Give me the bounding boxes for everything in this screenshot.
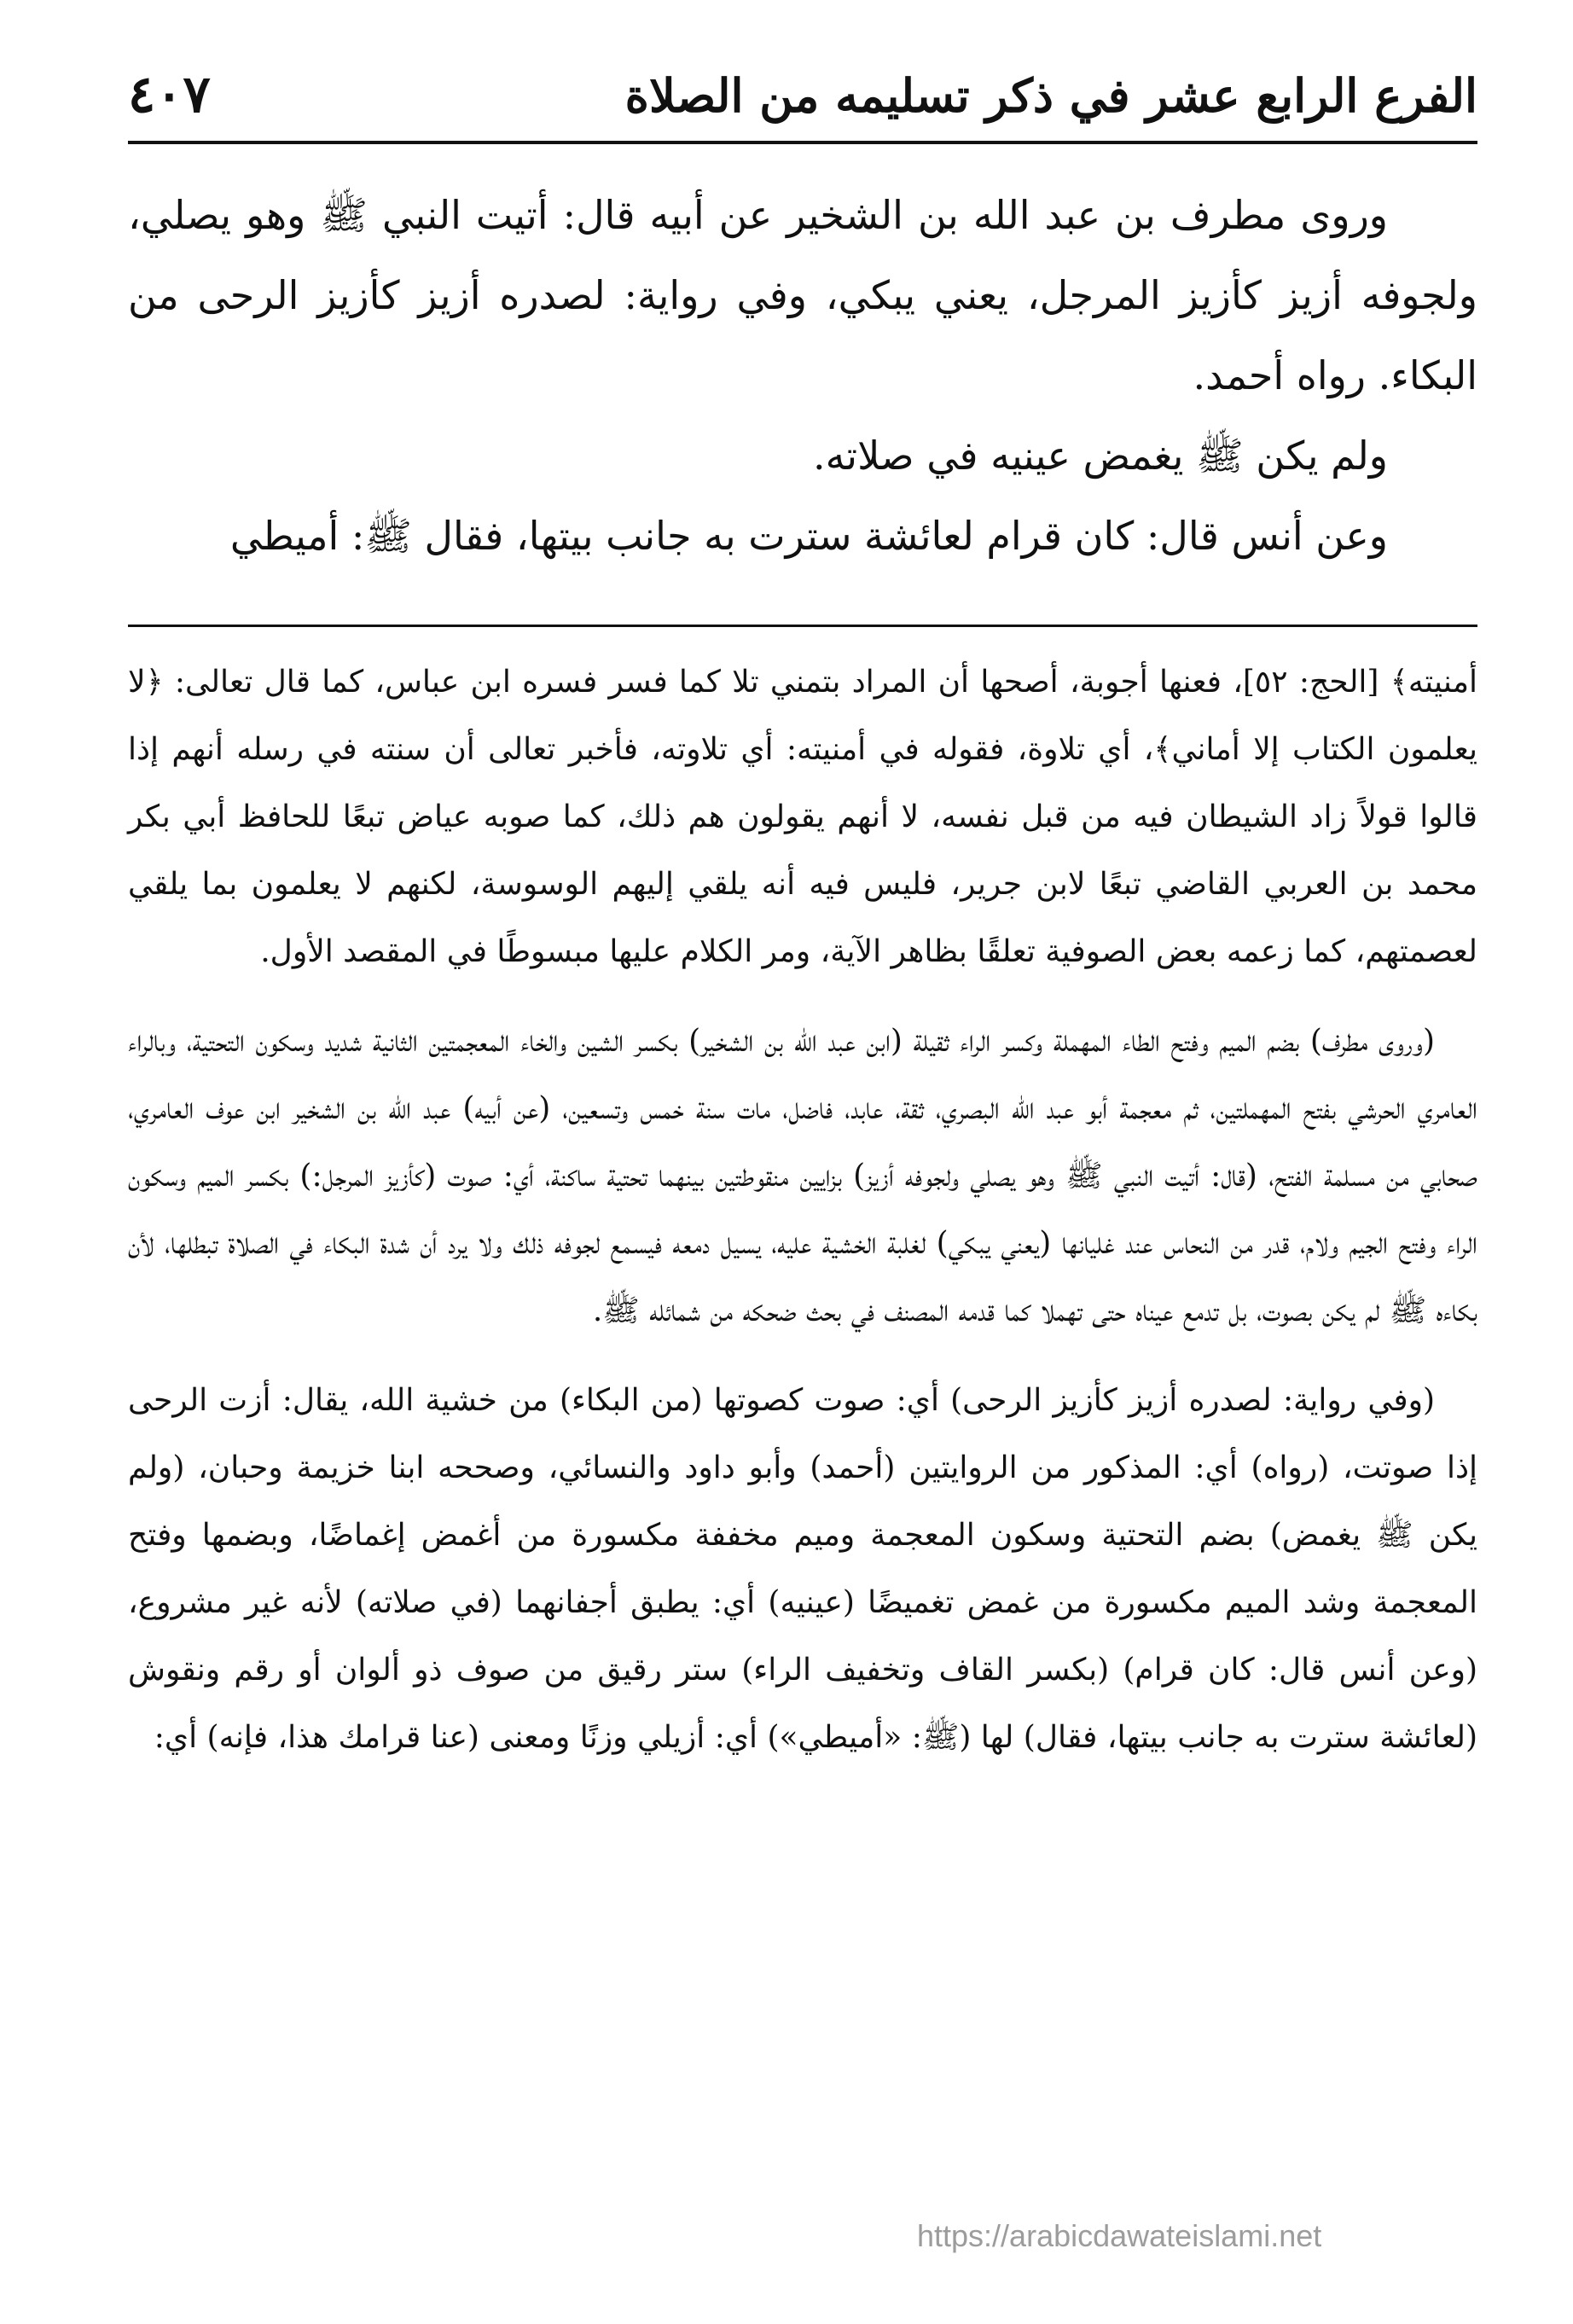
main-paragraph: ولم يكن ﷺ يغمض عينيه في صلاته. xyxy=(813,433,1388,479)
commentary-paragraph: أمنيته﴾ [الحج: ٥٢]، فعنها أجوبة، أصحها أن المراد بتمني تلا كما فسر فسره ابن عباس، كما قال تعالى: ﴿لا يعلمون الكتاب إلا أماني﴾، أي تلاوة، فقوله في أمنيته: أي تلاوته، فأخبر تعالى أن سنته في رسله أنهم إذا قالوا قولاً زاد الشيطان فيه من قبل نفسه، لا أنهم يقولون هم ذلك، كما صوبه عياض تبعًا للحافظ أبي بكر محمد بن العربي القاضي تبعًا لابن جرير، فليس فيه أنه يلقي إليهم الوسوسة، لكنهم لا يعلمون بما يلقي لعصمتهم، كما زعمه بعض الصوفية تعلقًا بظاهر الآية، ومر الكلام عليها مبسوطًا في المقصد الأول. xyxy=(128,665,1477,969)
main-paragraph: وعن أنس قال: كان قرام لعائشة سترت به جانب بيتها، فقال ﷺ: أميطي xyxy=(229,513,1388,559)
page-number: ٤٠٧ xyxy=(128,65,211,125)
watermark-url: https://arabicdawateislami.net xyxy=(917,2218,1322,2253)
header-rule xyxy=(128,141,1477,144)
commentary-text xyxy=(128,648,1477,1771)
main-paragraph: وروى مطرف بن عبد الله بن الشخير عن أبيه قال: أتيت النبي ﷺ وهو يصلي، ولجوفه أزيز كأزيز المرجل، يعني يبكي، وفي رواية: لصدره أزيز كأزيز الرحى من البكاء. رواه أحمد. xyxy=(128,192,1477,398)
chapter-title: الفرع الرابع عشر في ذكر تسليمه من الصلاة xyxy=(624,68,1477,123)
footnote-divider xyxy=(128,625,1477,627)
commentary-paragraph: (وروى مطرف) بضم الميم وفتح الطاء المهملة وكسر الراء ثقيلة (ابن عبد الله بن الشخير) بكسر الشين والخاء المعجمتين الثانية شديد وسكون التحتية، وبالراء العامري الحرشي بفتح المهملتين، ثم معجمة أبو عبد الله البصري، ثقة، عابد، فاضل، مات سنة خمس وتسعين، (عن أبيه) عبد الله بن الشخير ابن عوف العامري، صحابي من مسلمة الفتح، (قال: أتيت النبي ﷺ وهو يصلي ولجوفه أزيز) بزايين منقوطتين بينهما تحتية ساكنة، أي: صوت (كأزيز المرجل:) بكسر الميم وسكون الراء وفتح الجيم ولام، قدر من النحاس عند غليانها (يعني يبكي) لغلبة الخشية عليه، يسيل دمعه فيسمع لجوفه ذلك ولا يرد أن شدة البكاء في الصلاة تبطلها، لأن بكاءه ﷺ لم يكن بصوت، بل تدمع عيناه حتى تهملا كما قدمه المصنف في بحث ضحكه من شمائله ﷺ. xyxy=(128,1024,1477,1328)
page-header xyxy=(128,61,1477,143)
commentary-paragraph: (وفي رواية: لصدره أزيز كأزيز الرحى) أي: صوت كصوتها (من البكاء) من خشية الله، يقال: أزت الرحى إذا صوتت، (رواه) أي: المذكور من الروايتين (أحمد) وأبو داود والنسائي، وصححه ابنا خزيمة وحبان، (ولم يكن ﷺ يغمض) بضم التحتية وسكون المعجمة وميم مخففة مكسورة من أغمض إغماضًا، وبضمها وفتح المعجمة وشد الميم مكسورة من غمض تغميضًا (عينيه) أي: يطبق أجفانهما (في صلاته) لأنه غير مشروع، (وعن أنس قال: كان قرام) (بكسر القاف وتخفيف الراء) ستر رقيق من صوف ذو ألوان أو رقم ونقوش (لعائشة سترت به جانب بيتها، فقال) لها (ﷺ: «أميطي») أي: أزيلي وزنًا ومعنى (عنا قرامك هذا، فإنه) أي: xyxy=(128,1383,1477,1755)
main-text xyxy=(128,175,1477,576)
